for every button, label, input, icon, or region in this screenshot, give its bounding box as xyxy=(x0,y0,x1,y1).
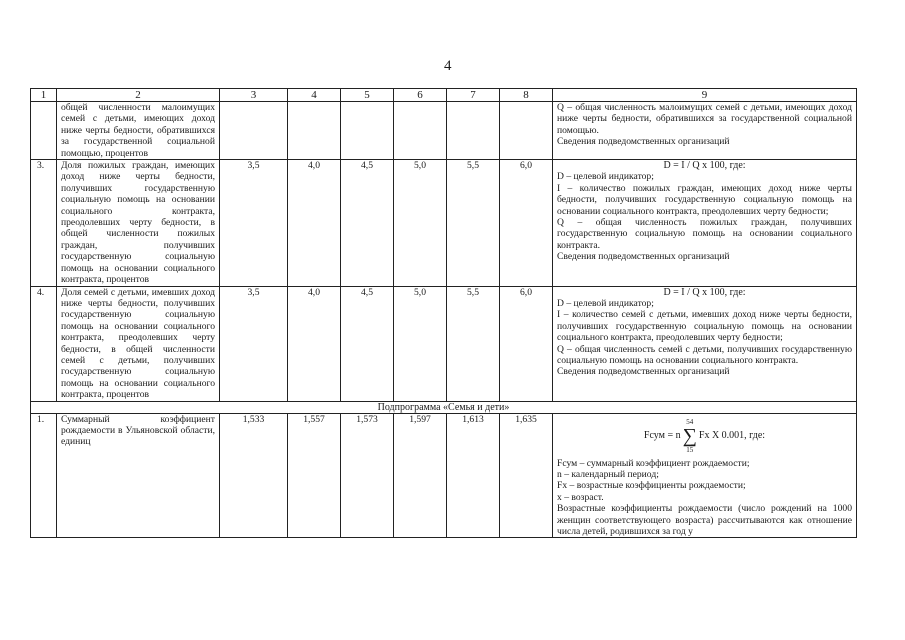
value-cell xyxy=(447,102,500,160)
column-header: 8 xyxy=(500,89,553,102)
value-cell xyxy=(500,102,553,160)
sum-formula xyxy=(557,414,852,458)
sigma-icon: ∑ xyxy=(682,424,697,447)
value-cell: 4,0 xyxy=(288,286,341,401)
formula: D = I / Q x 100, где: xyxy=(663,160,746,172)
indicator-description: Доля семей с детьми, имевших доход ниже черты бедности, получивших государственную социальную помощь на основании социального контракта, преодолевших черту бедности, в общей численности семей с детьми, получивших государственную социальную помощь на основании социального контракта, процентов xyxy=(57,286,220,401)
column-header: 3 xyxy=(220,89,288,102)
value-cell: 1,557 xyxy=(288,413,341,538)
method-line: Fсум – суммарный коэффициент рождаемости; xyxy=(557,457,750,469)
method-line: D – целевой индикатор; xyxy=(557,171,654,183)
sigma-sign xyxy=(683,418,697,454)
value-cell: 5,0 xyxy=(394,160,447,286)
method-line: Возрастные коэффициенты рождаемости (число рождений на 1000 женщин соответствующего возраста) рассчитываются как отношение числа детей, родившихся за год у xyxy=(557,503,852,537)
value-cell: 1,613 xyxy=(447,413,500,538)
formula: D = I / Q x 100, где: xyxy=(663,286,746,298)
method-cell xyxy=(553,102,857,160)
method-line: Сведения подведомственных организаций xyxy=(557,366,730,378)
sigma-lower-limit: 15 xyxy=(686,445,694,454)
column-header: 4 xyxy=(288,89,341,102)
value-cell: 3,5 xyxy=(220,286,288,401)
row-number: 4. xyxy=(31,286,57,401)
sigma-upper-limit: 54 xyxy=(686,417,694,426)
table-row xyxy=(31,413,857,538)
method-line: Сведения подведомственных организаций xyxy=(557,251,730,263)
page-number: 4 xyxy=(444,58,452,74)
column-header: 9 xyxy=(553,89,857,102)
column-header: 5 xyxy=(341,89,394,102)
method-line: n – календарный период; xyxy=(557,468,659,480)
value-cell: 3,5 xyxy=(220,160,288,286)
method-line: Q – общая численность семей с детьми, получивших государственную социальную помощь на основании социального контракта. xyxy=(557,343,852,366)
value-cell: 4,5 xyxy=(341,160,394,286)
formula-right: Fx X 0.001, где: xyxy=(698,429,766,441)
method-line: I – количество семей с детьми, имевших доход ниже черты бедности, получивших государственную социальную помощь на основании социального контракта, преодолевших черту бедности; xyxy=(557,309,852,344)
value-cell: 1,597 xyxy=(394,413,447,538)
method-line: Fx – возрастные коэффициенты рождаемости; xyxy=(557,480,746,492)
value-cell: 5,5 xyxy=(447,286,500,401)
method-line: I – количество пожилых граждан, имеющих доход ниже черты бедности, получивших государственную социальную помощь на основании социального контракта, преодолевших черту бедности; xyxy=(557,182,852,217)
method-cell xyxy=(553,413,857,538)
value-cell xyxy=(220,102,288,160)
indicator-description: общей численности малоимущих семей с детьми, имеющих доход ниже черты бедности, обратившихся за государственной социальной помощью, процентов xyxy=(57,102,220,160)
value-cell: 5,5 xyxy=(447,160,500,286)
value-cell: 5,0 xyxy=(394,286,447,401)
column-header: 1 xyxy=(31,89,57,102)
value-cell: 4,0 xyxy=(288,160,341,286)
indicator-description: Суммарный коэффициент рождаемости в Ульяновской области, единиц xyxy=(57,413,220,538)
row-number: 1. xyxy=(31,413,57,538)
row-number xyxy=(31,102,57,160)
value-cell: 1,573 xyxy=(341,413,394,538)
method-line: Q – общая численность пожилых граждан, получивших государственную социальную помощь на основании социального контракта. xyxy=(557,217,852,251)
table-row xyxy=(31,286,857,401)
value-cell: 6,0 xyxy=(500,286,553,401)
subprogram-row xyxy=(31,401,857,413)
method-line: Сведения подведомственных организаций xyxy=(557,136,730,148)
subprogram-title: Подпрограмма «Семья и дети» xyxy=(31,401,857,413)
method-cell xyxy=(553,160,857,286)
column-header: 2 xyxy=(57,89,220,102)
table-row xyxy=(31,160,857,286)
value-cell: 1,635 xyxy=(500,413,553,538)
column-header: 7 xyxy=(447,89,500,102)
table-row xyxy=(31,102,857,160)
value-cell: 1,533 xyxy=(220,413,288,538)
value-cell xyxy=(341,102,394,160)
header-row xyxy=(31,89,857,102)
method-line: Q – общая численность малоимущих семей с детьми, имеющих доход ниже черты бедности, обратившихся за государственной социальной помощью. xyxy=(557,102,852,136)
indicators-table xyxy=(30,88,857,538)
value-cell: 4,5 xyxy=(341,286,394,401)
indicator-description: Доля пожилых граждан, имеющих доход ниже черты бедности, получивших государственную социальную помощь на основании социального контракта, преодолевших черту бедности, в общей численности пожилых граждан, получивших государственную социальную помощь на основании социального контракта, процентов xyxy=(57,160,220,286)
method-line: x – возраст. xyxy=(557,491,604,503)
formula-left: Fсум = n xyxy=(643,429,681,441)
value-cell: 6,0 xyxy=(500,160,553,286)
row-number: 3. xyxy=(31,160,57,286)
method-line: D – целевой индикатор; xyxy=(557,297,654,309)
method-cell xyxy=(553,286,857,401)
column-header: 6 xyxy=(394,89,447,102)
value-cell xyxy=(288,102,341,160)
value-cell xyxy=(394,102,447,160)
